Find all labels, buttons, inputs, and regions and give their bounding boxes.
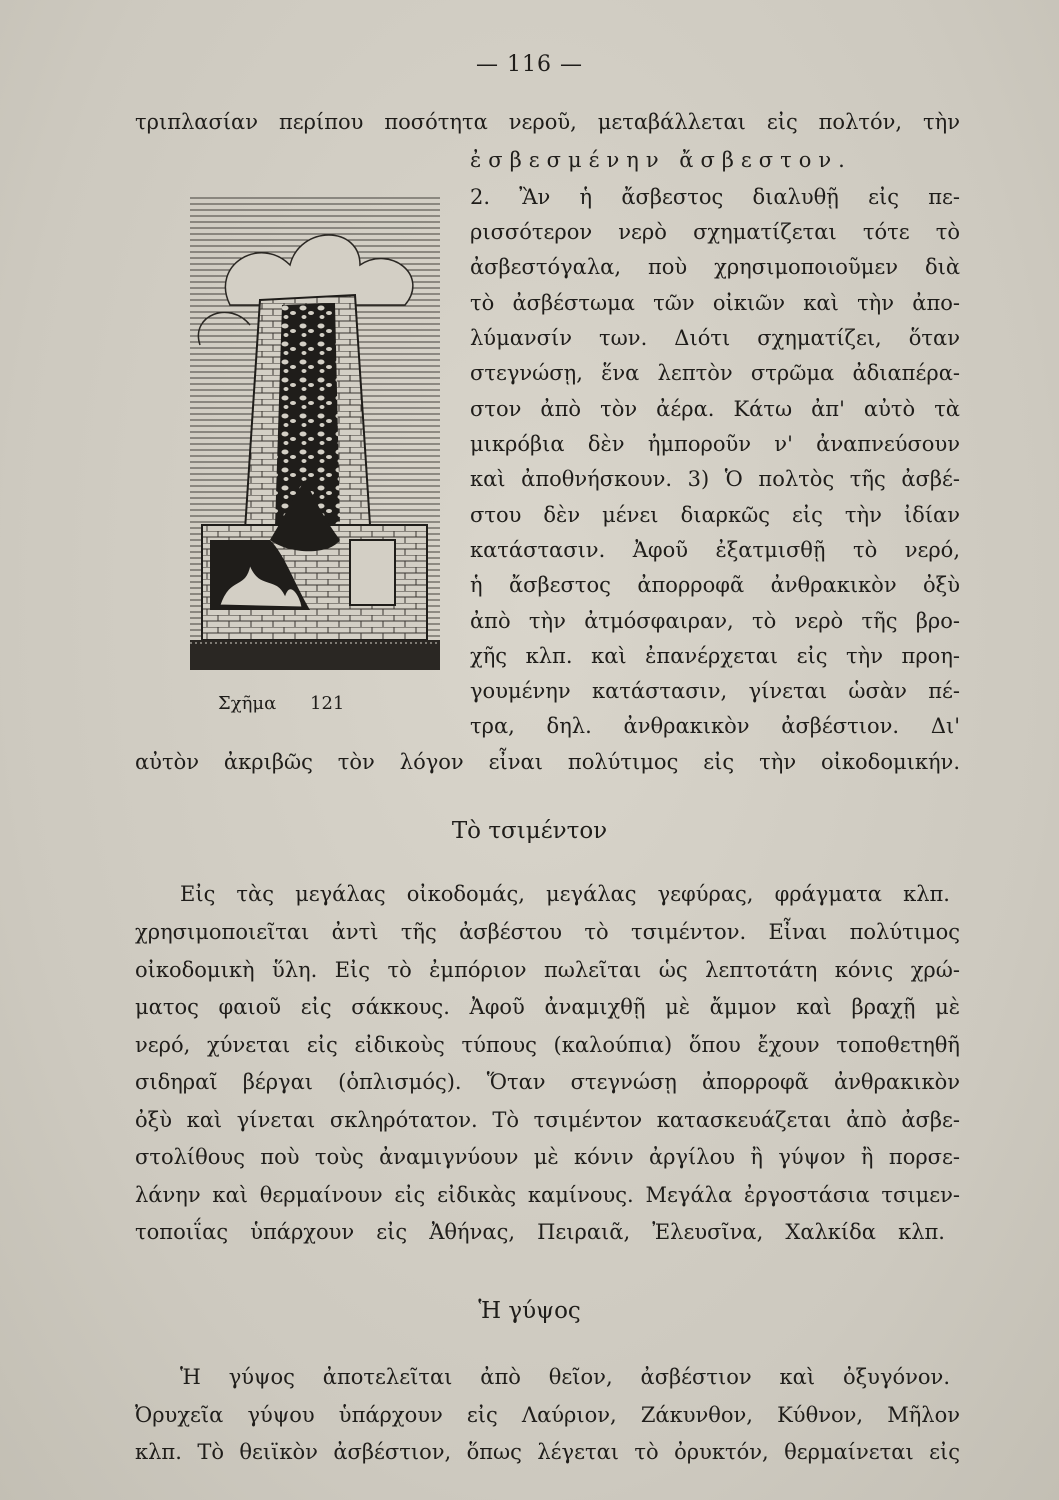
text-line: ἡ ἄσβεστος ἀπορροφᾶ ἀνθρακικὸν ὀξὺ xyxy=(470,573,960,597)
text-line: τοποιΐας ὑπάρχουν εἰς Ἀθήνας, Πειραιᾶ, Ἐλευσῖνα, Χαλκίδα κλπ. xyxy=(135,1220,945,1244)
text-line: στεγνώσῃ, ἕνα λεπτὸν στρῶμα ἀδιαπέρα- xyxy=(470,361,960,385)
text-line: τὸ ἀσβέστωμα τῶν οἰκιῶν καὶ τὴν ἀπο- xyxy=(470,291,960,315)
text-line: στον ἀπὸ τὸν ἀέρα. Κάτω ἀπ' αὐτὸ τὰ xyxy=(470,397,960,421)
text-line: Εἰς τὰς μεγάλας οἰκοδομάς, μεγάλας γεφύρας, φράγματα κλπ. xyxy=(180,882,950,906)
section-heading-gypsum: Ἡ γύψος xyxy=(478,1298,581,1324)
text-line: οἰκοδομικὴ ὕλη. Εἰς τὸ ἐμπόριον πωλεῖται ὡς λεπτοτάτη κόνις χρώ- xyxy=(135,958,960,982)
text-line: γουμένην κατάστασιν, γίνεται ὡσὰν πέ- xyxy=(470,679,960,703)
text-line: κλπ. Τὸ θειϊκὸν ἀσβέστιον, ὅπως λέγεται τὸ ὀρυκτόν, θερμαίνεται εἰς xyxy=(135,1440,960,1464)
page-number: — 116 — xyxy=(476,52,583,77)
text-line: λύμανσίν των. Διότι σχηματίζει, ὅταν xyxy=(470,326,960,350)
text-line: ματος φαιοῦ εἰς σάκκους. Ἀφοῦ ἀναμιχθῇ μὲ ἄμμον καὶ βραχῇ μὲ xyxy=(135,995,960,1019)
text-line: κατάστασιν. Ἀφοῦ ἐξατμισθῇ τὸ νερό, xyxy=(470,538,960,562)
text-line: νερό, χύνεται εἰς εἰδικοὺς τύπους (καλούπια) ὅπου ἔχουν τοποθετηθῆ xyxy=(135,1033,960,1057)
text-line: χρησιμοποιεῖται ἀντὶ τῆς ἀσβέστου τὸ τσιμέντον. Εἶναι πολύτιμος xyxy=(135,920,960,944)
text-line: ἀπὸ τὴν ἀτμόσφαιραν, τὸ νερὸ τῆς βρο- xyxy=(470,609,960,633)
text-line: αὐτὸν ἀκριβῶς τὸν λόγον εἶναι πολύτιμος εἰς τὴν οἰκοδομικήν. xyxy=(135,750,960,774)
text-line: Ὀρυχεῖα γύψου ὑπάρχουν εἰς Λαύριον, Ζάκυνθον, Κύθνον, Μῆλον xyxy=(135,1403,960,1427)
text-line: ρισσότερον νερὸ σχηματίζεται τότε τὸ xyxy=(470,220,960,244)
text-line: μικρόβια δὲν ἠμποροῦν ν' ἀναπνεύσουν xyxy=(470,432,960,456)
text-line: τριπλασίαν περίπου ποσότητα νεροῦ, μεταβάλλεται εἰς πολτόν, τὴν xyxy=(135,110,960,134)
text-line: χῆς κλπ. καὶ ἐπανέρχεται εἰς τὴν προη- xyxy=(470,644,960,668)
text-line: 2. Ἂν ἡ ἄσβεστος διαλυθῇ εἰς πε- xyxy=(470,185,960,209)
text-line: λάνην καὶ θερμαίνουν εἰς εἰδικὰς καμίνους. Μεγάλα ἐργοστάσια τσιμεν- xyxy=(135,1183,960,1207)
text-line: στου δὲν μένει διαρκῶς εἰς τὴν ἰδίαν xyxy=(470,503,960,527)
text-line: τρα, δηλ. ἀνθρακικὸν ἀσβέστιον. Δι' xyxy=(470,714,960,738)
text-line-emphasis: ἐσβεσμένην ἄσβεστον. xyxy=(470,148,852,172)
section-heading-cement: Τὸ τσιμέντον xyxy=(451,818,608,844)
text-line: ἀσβεστόγαλα, ποὺ χρησιμοποιοῦμεν διὰ xyxy=(470,255,960,279)
text-line: ὀξὺ καὶ γίνεται σκληρότατον. Τὸ τσιμέντον κατασκευάζεται ἀπὸ ἀσβε- xyxy=(135,1108,960,1132)
lime-kiln-figure xyxy=(190,195,440,670)
text-line: καὶ ἀποθνήσκουν. 3) Ὁ πολτὸς τῆς ἀσβέ- xyxy=(470,467,960,491)
text-line: σιδηραῖ βέργαι (ὁπλισμός). Ὅταν στεγνώσῃ ἀπορροφᾶ ἀνθρακικὸν xyxy=(135,1070,960,1094)
text-line: Ἡ γύψος ἀποτελεῖται ἀπὸ θεῖον, ἀσβέστιον καὶ ὀξυγόνον. xyxy=(180,1365,950,1389)
text-line: στολίθους ποὺ τοὺς ἀναμιγνύουν μὲ κόνιν ἀργίλου ἢ γύψον ἢ πορσε- xyxy=(135,1145,960,1169)
figure-caption: Σχῆμα 121 xyxy=(218,693,345,714)
